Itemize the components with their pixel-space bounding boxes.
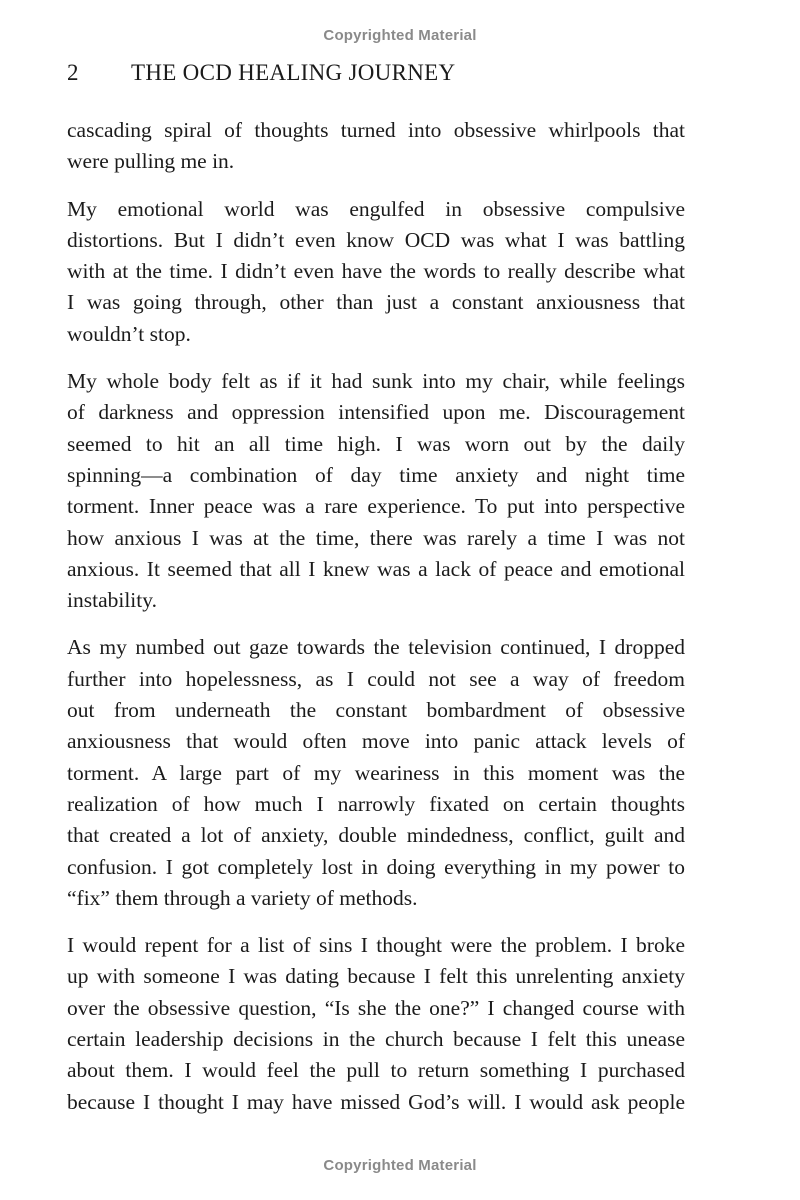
text-line: My emotional world was engulfed in obsessive compulsive — [67, 196, 685, 221]
copyright-watermark-bottom: Copyrighted Material — [323, 1157, 477, 1174]
paragraph-1 — [67, 115, 685, 178]
text-line: over the obsessive question, “Is she the one?” I changed course with — [67, 995, 685, 1020]
text-line: about them. I would feel the pull to return something I purchased — [67, 1058, 685, 1083]
text-line: were pulling me in. — [67, 149, 235, 174]
text-line: that created a lot of anxiety, double mindedness, conflict, guilt and — [67, 823, 685, 848]
text-line: cascading spiral of thoughts turned into obsessive whirlpools that — [67, 118, 685, 142]
text-line: confusion. I got completely lost in doing everything in my power to — [67, 854, 685, 879]
text-line: “fix” them through a variety of methods. — [67, 885, 418, 910]
paragraph-4 — [67, 632, 685, 914]
text-line: certain leadership decisions in the church because I felt this unease — [67, 1027, 685, 1052]
text-line: further into hopelessness, as I could not see a way of freedom — [67, 666, 685, 691]
text-line: distortions. But I didn’t even know OCD was what I was battling — [67, 227, 685, 252]
paragraph-3 — [67, 366, 685, 616]
text-line: I was going through, other than just a constant anxiousness that — [67, 290, 685, 315]
text-line: As my numbed out gaze towards the television continued, I dropped — [67, 635, 685, 660]
body-text — [67, 115, 685, 1134]
book-title: THE OCD HEALING JOURNEY — [131, 60, 456, 85]
text-line: I would repent for a list of sins I thought were the problem. I broke — [67, 933, 685, 958]
text-line: seemed to hit an all time high. I was worn out by the daily — [67, 431, 685, 456]
text-line: My whole body felt as if it had sunk into my chair, while feelings — [67, 369, 685, 394]
text-line: out from underneath the constant bombardment of obsessive — [67, 698, 685, 723]
text-line: of darkness and oppression intensified upon me. Discouragement — [67, 400, 685, 425]
text-line: because I thought I may have missed God’s will. I would ask people — [67, 1089, 685, 1114]
paragraph-2 — [67, 194, 685, 350]
text-line: torment. Inner peace was a rare experience. To put into perspective — [67, 494, 685, 519]
running-header — [67, 60, 455, 90]
text-line: torment. A large part of my weariness in this moment was the — [67, 760, 685, 785]
text-line: spinning—a combination of day time anxiety and night time — [67, 462, 685, 487]
text-line: wouldn’t stop. — [67, 321, 191, 346]
text-line: instability. — [67, 588, 157, 613]
text-line: anxiousness that would often move into panic attack levels of — [67, 729, 685, 754]
text-line: realization of how much I narrowly fixated on certain thoughts — [67, 791, 685, 816]
text-line: how anxious I was at the time, there was rarely a time I was not — [67, 525, 685, 550]
copyright-watermark-top: Copyrighted Material — [323, 27, 477, 44]
paragraph-5 — [67, 930, 685, 1118]
text-line: with at the time. I didn’t even have the words to really describe what — [67, 259, 685, 284]
text-line: anxious. It seemed that all I knew was a lack of peace and emotional — [67, 556, 685, 581]
page-number: 2 — [67, 60, 79, 85]
text-line: up with someone I was dating because I felt this unrelenting anxiety — [67, 964, 685, 989]
